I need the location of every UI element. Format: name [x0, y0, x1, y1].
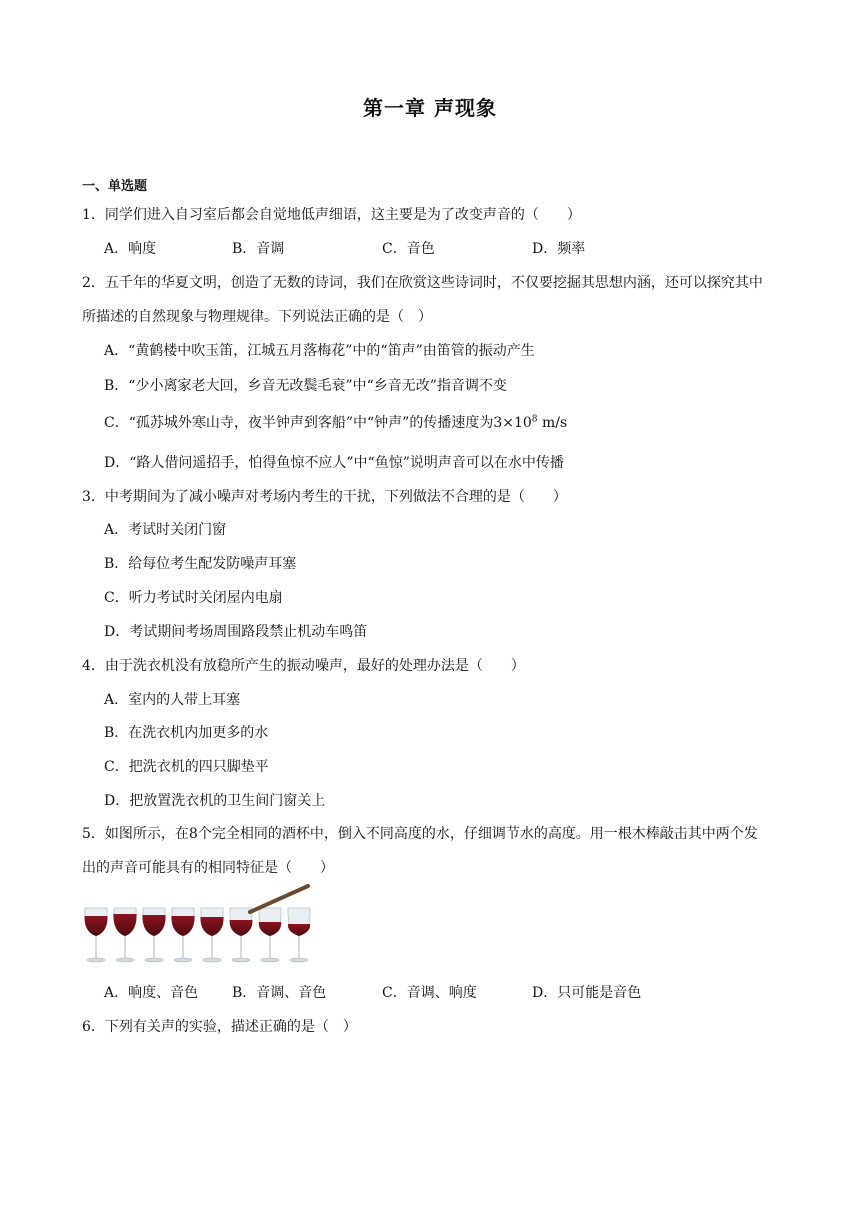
question-3-option-a: A．考试时关闭门窗: [104, 522, 227, 538]
wine-glass-7: [259, 908, 282, 962]
question-2-option-c-unit: m/s: [537, 415, 568, 431]
wine-glass-4: [171, 908, 194, 962]
question-5-option-d: D．只可能是音色: [532, 985, 642, 1001]
question-5-option-b: B．音调、音色: [232, 985, 327, 1001]
question-5-stem-line-1: 5．如图所示，在8个完全相同的酒杯中，倒入不同高度的水，仔细调节水的高度。用一根木棒敲击其中两个发: [82, 826, 758, 842]
wine-glass-1: [84, 908, 107, 962]
question-3-stem: 3．中考期间为了减小噪声对考场内考生的干扰，下列做法不合理的是（ ）: [82, 489, 567, 505]
wine-glass-3: [142, 908, 165, 962]
question-5-option-a: A．响度、音色: [104, 985, 199, 1001]
question-2-stem-line-1: 2．五千年的华夏文明，创造了无数的诗词，我们在欣赏这些诗词时，不仅要挖掘其思想内涵，还可以探究其中: [82, 275, 763, 291]
wine-glasses-figure: [82, 880, 322, 970]
wine-glass-8: [288, 908, 310, 962]
question-2-option-c-exponent: 8: [531, 414, 538, 425]
question-1-stem: 1．同学们进入自习室后都会自觉地低声细语，这主要是为了改变声音的（ ）: [82, 207, 581, 223]
question-4-option-b: B．在洗衣机内加更多的水: [104, 725, 269, 741]
wine-glass-5: [200, 908, 223, 962]
page-title: 第一章 声现象: [363, 96, 497, 120]
question-3-option-d: D．考试期间考场周围路段禁止机动车鸣笛: [104, 624, 368, 640]
question-2-option-c-text: C．“孤苏城外寒山寺，夜半钟声到客船”中“钟声”的传播速度为3×10: [104, 415, 532, 431]
question-2-option-d: D．“路人借问遥招手，怕得鱼惊不应人”中“鱼惊”说明声音可以在水中传播: [104, 455, 564, 471]
question-4-stem: 4．由于洗衣机没有放稳所产生的振动噪声，最好的处理办法是（ ）: [82, 658, 525, 674]
question-5-stem-line-2: 出的声音可能具有的相同特征是（ ）: [82, 860, 334, 876]
section-heading: 一、单选题: [82, 179, 148, 194]
question-2-stem-line-2: 所描述的自然现象与物理规律。下列说法正确的是（ ）: [82, 309, 432, 325]
question-4-option-c: C．把洗衣机的四只脚垫平: [104, 759, 269, 775]
wine-glass-6: [230, 908, 253, 962]
question-4-option-d: D．把放置洗衣机的卫生间门窗关上: [104, 793, 326, 809]
question-3-option-b: B．给每位考生配发防噪声耳塞: [104, 556, 297, 572]
question-1-option-b: B．音调: [232, 241, 285, 257]
wine-glass-2: [113, 908, 136, 962]
question-1-option-c: C．音色: [382, 241, 435, 257]
question-1-option-a: A．响度: [104, 241, 157, 257]
question-2-option-b: B．“少小离家老大回，乡音无改鬓毛衰”中“乡音无改”指音调不变: [104, 378, 507, 394]
question-3-option-c: C．听力考试时关闭屋内电扇: [104, 590, 283, 606]
question-5-option-c: C．音调、响度: [382, 985, 477, 1001]
question-4-option-a: A．室内的人带上耳塞: [104, 692, 241, 708]
question-2-option-a: A．“黄鹤楼中吹玉笛，江城五月落梅花”中的“笛声”由笛管的振动产生: [104, 343, 535, 359]
question-2-option-c: [104, 412, 567, 432]
question-6-stem: 6．下列有关声的实验，描述正确的是（ ）: [82, 1019, 357, 1035]
question-1-option-d: D．频率: [532, 241, 586, 257]
